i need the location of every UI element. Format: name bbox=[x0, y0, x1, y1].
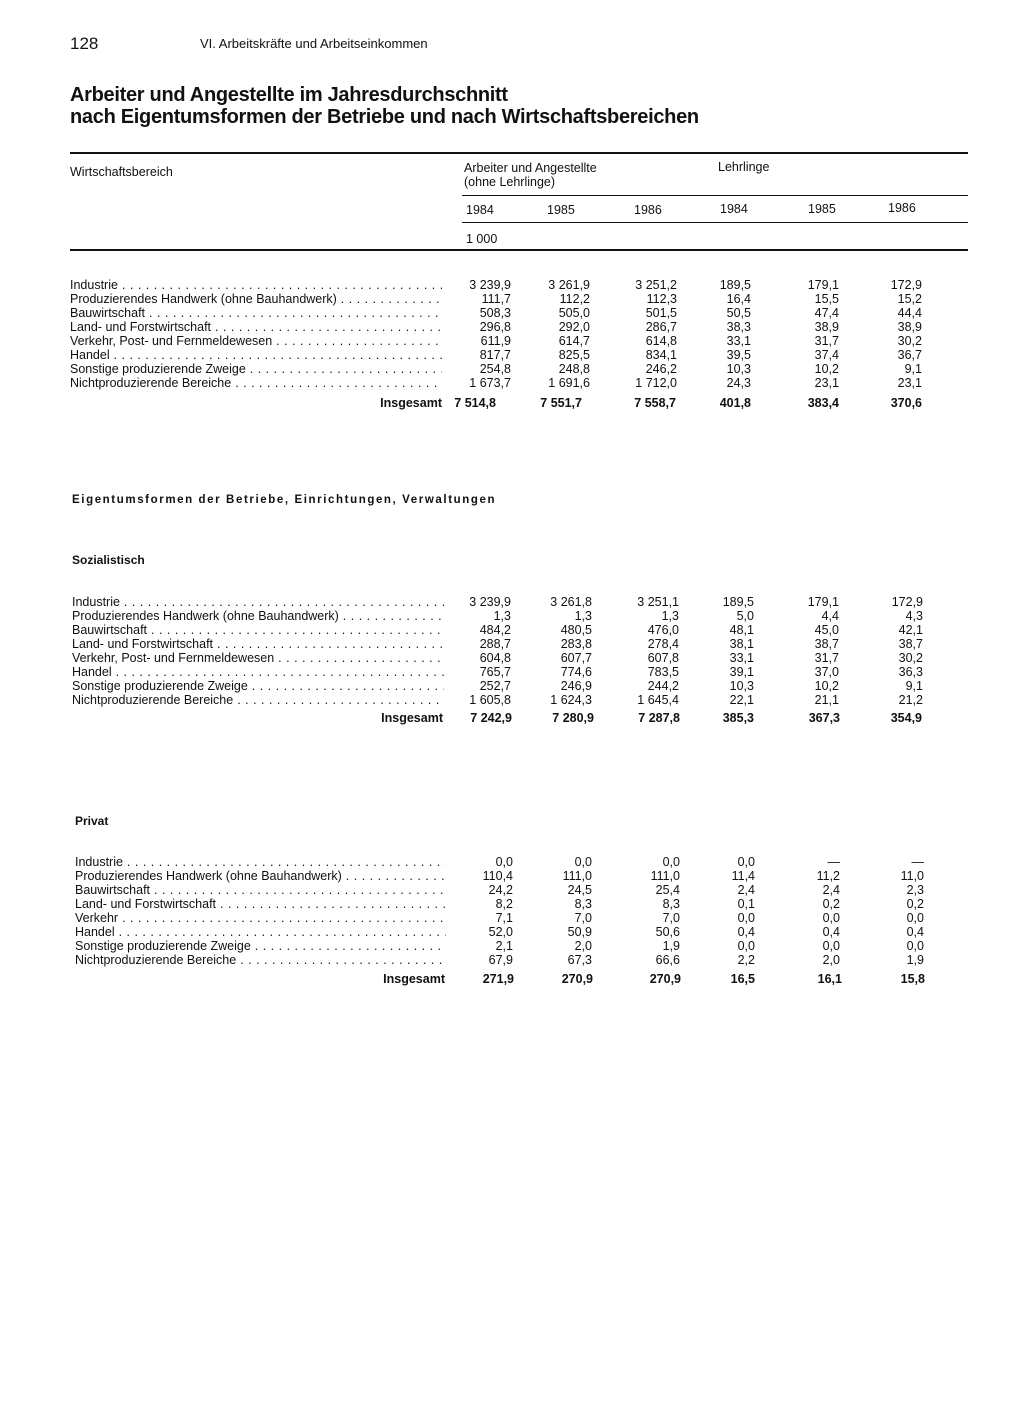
value-cell: 112,3 bbox=[646, 292, 677, 306]
value-cell: 825,5 bbox=[558, 348, 590, 362]
value-cell: 0,4 bbox=[906, 925, 924, 939]
value-cell: 42,1 bbox=[898, 623, 923, 637]
value-cell: 1,3 bbox=[493, 609, 511, 623]
unit-label: 1 000 bbox=[466, 232, 498, 246]
value-cell: 1,9 bbox=[906, 953, 924, 967]
value-cell: 292,0 bbox=[558, 320, 590, 334]
value-cell: 8,3 bbox=[662, 897, 680, 911]
value-cell: 4,4 bbox=[821, 609, 839, 623]
value-cell: 0,0 bbox=[662, 855, 680, 869]
total-value: 401,8 bbox=[719, 396, 751, 410]
table-row bbox=[0, 595, 1024, 609]
value-cell: 286,7 bbox=[645, 320, 677, 334]
value-cell: 614,8 bbox=[645, 334, 677, 348]
value-cell: 0,0 bbox=[495, 855, 513, 869]
total-value: 7 514,8 bbox=[454, 396, 496, 410]
table-row bbox=[0, 376, 1024, 390]
value-cell: 834,1 bbox=[645, 348, 677, 362]
header-bottom-rule bbox=[70, 249, 968, 251]
value-cell: 33,1 bbox=[729, 651, 754, 665]
value-cell: 36,7 bbox=[897, 348, 922, 362]
value-cell: 783,5 bbox=[647, 665, 679, 679]
value-cell: 23,1 bbox=[814, 376, 839, 390]
table-title-line-1: Arbeiter und Angestellte im Jahresdurchschnitt bbox=[70, 84, 508, 106]
table-row bbox=[0, 306, 1024, 320]
value-cell: 1 691,6 bbox=[548, 376, 590, 390]
value-cell: 8,2 bbox=[495, 897, 513, 911]
row-label: Verkehr, Post- und Fernmeldewesen . . . bbox=[70, 334, 442, 348]
value-cell: 480,5 bbox=[560, 623, 592, 637]
value-cell: 0,0 bbox=[737, 939, 755, 953]
value-cell: 33,1 bbox=[726, 334, 751, 348]
value-cell: 37,0 bbox=[814, 665, 839, 679]
value-cell: 1 673,7 bbox=[469, 376, 511, 390]
value-cell: 10,2 bbox=[814, 679, 839, 693]
value-cell: 66,6 bbox=[655, 953, 680, 967]
value-cell: 16,4 bbox=[726, 292, 751, 306]
table-row bbox=[0, 679, 1024, 693]
value-cell: 30,2 bbox=[898, 651, 923, 665]
year-header: 1985 bbox=[547, 203, 575, 217]
row-label: Bauwirtschaft . . . bbox=[72, 623, 444, 637]
value-cell: 283,8 bbox=[560, 637, 592, 651]
value-cell: 9,1 bbox=[905, 679, 923, 693]
value-cell: 8,3 bbox=[574, 897, 592, 911]
value-cell: 24,2 bbox=[488, 883, 513, 897]
total-row bbox=[0, 972, 1024, 988]
year-header-rule bbox=[462, 222, 968, 223]
value-cell: 179,1 bbox=[807, 595, 839, 609]
table-title bbox=[70, 84, 699, 128]
value-cell: 0,0 bbox=[574, 855, 592, 869]
value-cell: 817,7 bbox=[479, 348, 511, 362]
value-cell: 38,1 bbox=[729, 637, 754, 651]
table-row bbox=[0, 693, 1024, 707]
row-label: Land- und Forstwirtschaft . . . bbox=[72, 637, 444, 651]
value-cell: 0,0 bbox=[737, 855, 755, 869]
value-cell: 0,2 bbox=[822, 897, 840, 911]
value-cell: 67,9 bbox=[488, 953, 513, 967]
value-cell: 3 239,9 bbox=[469, 278, 511, 292]
total-value: 370,6 bbox=[890, 396, 922, 410]
value-cell: 44,4 bbox=[897, 306, 922, 320]
value-cell: 5,0 bbox=[736, 609, 754, 623]
total-value: 270,9 bbox=[649, 972, 681, 986]
header-top-rule bbox=[70, 152, 968, 154]
table-row bbox=[0, 348, 1024, 362]
value-cell: 1,3 bbox=[574, 609, 592, 623]
year-header: 1984 bbox=[720, 202, 748, 216]
total-value: 16,1 bbox=[817, 972, 842, 986]
value-cell: 765,7 bbox=[479, 665, 511, 679]
year-header: 1985 bbox=[808, 202, 836, 216]
table-row bbox=[0, 292, 1024, 306]
group-header-arbeiter-line-1: Arbeiter und Angestellte bbox=[464, 161, 597, 175]
value-cell: 24,5 bbox=[567, 883, 592, 897]
value-cell: 47,4 bbox=[814, 306, 839, 320]
value-cell: 2,1 bbox=[495, 939, 513, 953]
value-cell: 24,3 bbox=[726, 376, 751, 390]
table-row bbox=[0, 362, 1024, 376]
value-cell: 111,0 bbox=[650, 869, 680, 883]
value-cell: 2,4 bbox=[737, 883, 755, 897]
value-cell: 246,2 bbox=[645, 362, 677, 376]
value-cell: 7,1 bbox=[495, 911, 513, 925]
row-label: Industrie . . . bbox=[70, 278, 442, 292]
value-cell: 10,2 bbox=[814, 362, 839, 376]
value-cell: 252,7 bbox=[479, 679, 511, 693]
value-cell: 172,9 bbox=[890, 278, 922, 292]
value-cell: 45,0 bbox=[814, 623, 839, 637]
row-label: Handel . . . bbox=[75, 925, 446, 939]
value-cell: 0,0 bbox=[822, 911, 840, 925]
value-cell: 50,9 bbox=[567, 925, 592, 939]
total-value: 383,4 bbox=[807, 396, 839, 410]
value-cell: 10,3 bbox=[729, 679, 754, 693]
row-label: Handel . . . bbox=[72, 665, 444, 679]
value-cell: 614,7 bbox=[558, 334, 590, 348]
value-cell: 505,0 bbox=[558, 306, 590, 320]
value-cell: 11,0 bbox=[900, 869, 924, 883]
value-cell: 3 261,9 bbox=[548, 278, 590, 292]
row-label: Produzierendes Handwerk (ohne Bauhandwerk) . . . bbox=[72, 609, 444, 623]
value-cell: 296,8 bbox=[479, 320, 511, 334]
value-cell: 38,9 bbox=[897, 320, 922, 334]
total-label: Insgesamt bbox=[383, 972, 445, 986]
value-cell: 23,1 bbox=[897, 376, 922, 390]
value-cell: 31,7 bbox=[814, 334, 839, 348]
value-cell: 37,4 bbox=[814, 348, 839, 362]
value-cell: 11,4 bbox=[731, 869, 755, 883]
total-value: 7 280,9 bbox=[552, 711, 594, 725]
row-label: Verkehr, Post- und Fernmeldewesen . . . bbox=[72, 651, 444, 665]
value-cell: 246,9 bbox=[560, 679, 592, 693]
value-cell: 48,1 bbox=[729, 623, 754, 637]
total-value: 271,9 bbox=[482, 972, 514, 986]
value-cell: 4,3 bbox=[905, 609, 923, 623]
total-value: 270,9 bbox=[561, 972, 593, 986]
value-cell: 3 261,8 bbox=[550, 595, 592, 609]
table-row bbox=[0, 855, 1024, 869]
group-header-arbeiter-line-2: (ohne Lehrlinge) bbox=[464, 175, 556, 189]
value-cell: 607,8 bbox=[647, 651, 679, 665]
value-cell: 1 712,0 bbox=[635, 376, 677, 390]
row-label: Sonstige produzierende Zweige . . . bbox=[72, 679, 444, 693]
total-value: 7 287,8 bbox=[638, 711, 680, 725]
total-value: 7 558,7 bbox=[634, 396, 676, 410]
value-cell: 0,0 bbox=[906, 911, 924, 925]
value-cell: 278,4 bbox=[647, 637, 679, 651]
value-cell: 36,3 bbox=[898, 665, 923, 679]
page-number: 128 bbox=[70, 34, 99, 53]
value-cell: 604,8 bbox=[479, 651, 511, 665]
value-cell: 3 239,9 bbox=[469, 595, 511, 609]
column-label-wirtschaftsbereich: Wirtschaftsbereich bbox=[70, 165, 173, 179]
value-cell: 7,0 bbox=[574, 911, 592, 925]
value-cell: 38,3 bbox=[726, 320, 751, 334]
value-cell: 22,1 bbox=[729, 693, 754, 707]
chapter-title: VI. Arbeitskräfte und Arbeitseinkommen bbox=[200, 36, 428, 51]
table-row bbox=[0, 637, 1024, 651]
value-cell: 189,5 bbox=[719, 278, 751, 292]
row-label: Nichtproduzierende Bereiche . . . bbox=[75, 953, 446, 967]
total-value: 7 242,9 bbox=[470, 711, 512, 725]
total-value: 16,5 bbox=[730, 972, 755, 986]
value-cell: 248,8 bbox=[558, 362, 590, 376]
row-label: Verkehr . . . bbox=[75, 911, 446, 925]
table-row bbox=[0, 320, 1024, 334]
year-header: 1986 bbox=[888, 201, 916, 215]
value-cell: 31,7 bbox=[814, 651, 839, 665]
year-header: 1984 bbox=[466, 203, 494, 217]
row-label: Sonstige produzierende Zweige . . . bbox=[75, 939, 446, 953]
value-cell: 0,2 bbox=[906, 897, 924, 911]
value-cell: 38,9 bbox=[814, 320, 839, 334]
value-cell: 9,1 bbox=[904, 362, 922, 376]
value-cell: 11,2 bbox=[816, 869, 840, 883]
table-row bbox=[0, 897, 1024, 911]
value-cell: 67,3 bbox=[567, 953, 592, 967]
value-cell: 50,6 bbox=[655, 925, 680, 939]
row-label: Industrie . . . bbox=[75, 855, 446, 869]
table-row bbox=[0, 609, 1024, 623]
group-header-lehrlinge: Lehrlinge bbox=[718, 160, 770, 174]
value-cell: 476,0 bbox=[647, 623, 679, 637]
row-label: Produzierendes Handwerk (ohne Bauhandwerk) . . . bbox=[75, 869, 446, 883]
subsection-heading-privat: Privat bbox=[75, 814, 109, 828]
value-cell: 3 251,2 bbox=[635, 278, 677, 292]
value-cell: 30,2 bbox=[897, 334, 922, 348]
table-title-line-2: nach Eigentumsformen der Betriebe und nach Wirtschaftsbereichen bbox=[70, 106, 699, 128]
value-cell: 508,3 bbox=[479, 306, 511, 320]
value-cell: 0,1 bbox=[737, 897, 755, 911]
total-label: Insgesamt bbox=[380, 396, 442, 410]
table-row bbox=[0, 623, 1024, 637]
value-cell: 774,6 bbox=[560, 665, 592, 679]
value-cell: 501,5 bbox=[645, 306, 677, 320]
value-cell: 15,2 bbox=[897, 292, 922, 306]
value-cell: 38,7 bbox=[898, 637, 923, 651]
value-cell: 0,4 bbox=[822, 925, 840, 939]
group-header-rule bbox=[462, 195, 968, 196]
total-row bbox=[0, 711, 1024, 727]
value-cell: 2,0 bbox=[574, 939, 592, 953]
value-cell: 39,1 bbox=[729, 665, 754, 679]
value-cell: 25,4 bbox=[655, 883, 680, 897]
total-value: 354,9 bbox=[890, 711, 922, 725]
value-cell: 111,0 bbox=[562, 869, 592, 883]
value-cell: 21,2 bbox=[898, 693, 923, 707]
subsection-heading-sozialistisch: Sozialistisch bbox=[72, 553, 145, 567]
value-cell: 288,7 bbox=[479, 637, 511, 651]
value-cell: 111,7 bbox=[481, 292, 511, 306]
value-cell: 38,7 bbox=[814, 637, 839, 651]
section-heading: Eigentumsformen der Betriebe, Einrichtungen, Verwaltungen bbox=[72, 494, 497, 506]
value-cell: 189,5 bbox=[722, 595, 754, 609]
value-cell: 244,2 bbox=[647, 679, 679, 693]
value-cell: 254,8 bbox=[479, 362, 511, 376]
value-cell: 2,0 bbox=[822, 953, 840, 967]
value-cell: 10,3 bbox=[726, 362, 751, 376]
value-cell: 21,1 bbox=[814, 693, 839, 707]
row-label: Nichtproduzierende Bereiche . . . bbox=[70, 376, 442, 390]
table-row bbox=[0, 953, 1024, 967]
value-cell: 3 251,1 bbox=[637, 595, 679, 609]
row-label: Land- und Forstwirtschaft . . . bbox=[75, 897, 446, 911]
table-row bbox=[0, 925, 1024, 939]
table-row bbox=[0, 278, 1024, 292]
table-row bbox=[0, 651, 1024, 665]
row-label: Sonstige produzierende Zweige . . . bbox=[70, 362, 442, 376]
value-cell: 15,5 bbox=[814, 292, 839, 306]
value-cell: 607,7 bbox=[560, 651, 592, 665]
value-cell: 1 624,3 bbox=[550, 693, 592, 707]
value-cell: 52,0 bbox=[488, 925, 513, 939]
value-cell: 1 645,4 bbox=[637, 693, 679, 707]
value-cell: 2,4 bbox=[822, 883, 840, 897]
row-label: Bauwirtschaft . . . bbox=[75, 883, 446, 897]
value-cell: 611,9 bbox=[480, 334, 511, 348]
total-label: Insgesamt bbox=[381, 711, 443, 725]
value-cell: 50,5 bbox=[726, 306, 751, 320]
year-header: 1986 bbox=[634, 203, 662, 217]
value-cell: — bbox=[827, 855, 840, 869]
value-cell: 0,0 bbox=[906, 939, 924, 953]
group-header-arbeiter bbox=[464, 161, 597, 189]
value-cell: — bbox=[911, 855, 924, 869]
value-cell: 110,4 bbox=[482, 869, 513, 883]
value-cell: 484,2 bbox=[479, 623, 511, 637]
value-cell: 1,9 bbox=[662, 939, 680, 953]
row-label: Bauwirtschaft . . . bbox=[70, 306, 442, 320]
value-cell: 112,2 bbox=[559, 292, 590, 306]
value-cell: 2,2 bbox=[737, 953, 755, 967]
value-cell: 0,0 bbox=[822, 939, 840, 953]
value-cell: 7,0 bbox=[662, 911, 680, 925]
total-value: 367,3 bbox=[808, 711, 840, 725]
value-cell: 1 605,8 bbox=[469, 693, 511, 707]
value-cell: 179,1 bbox=[807, 278, 839, 292]
table-row bbox=[0, 911, 1024, 925]
row-label: Land- und Forstwirtschaft . . . bbox=[70, 320, 442, 334]
row-label: Nichtproduzierende Bereiche . . . bbox=[72, 693, 444, 707]
row-label: Produzierendes Handwerk (ohne Bauhandwerk) . . . bbox=[70, 292, 442, 306]
table-row bbox=[0, 939, 1024, 953]
row-label: Handel . . . bbox=[70, 348, 442, 362]
value-cell: 39,5 bbox=[726, 348, 751, 362]
value-cell: 2,3 bbox=[906, 883, 924, 897]
table-row bbox=[0, 334, 1024, 348]
table-row bbox=[0, 665, 1024, 679]
total-value: 385,3 bbox=[722, 711, 754, 725]
total-value: 7 551,7 bbox=[540, 396, 582, 410]
value-cell: 172,9 bbox=[891, 595, 923, 609]
total-row bbox=[0, 396, 1024, 412]
table-row bbox=[0, 883, 1024, 897]
row-label: Industrie . . . bbox=[72, 595, 444, 609]
total-value: 15,8 bbox=[900, 972, 925, 986]
value-cell: 0,4 bbox=[737, 925, 755, 939]
value-cell: 0,0 bbox=[737, 911, 755, 925]
table-row bbox=[0, 869, 1024, 883]
value-cell: 1,3 bbox=[661, 609, 679, 623]
